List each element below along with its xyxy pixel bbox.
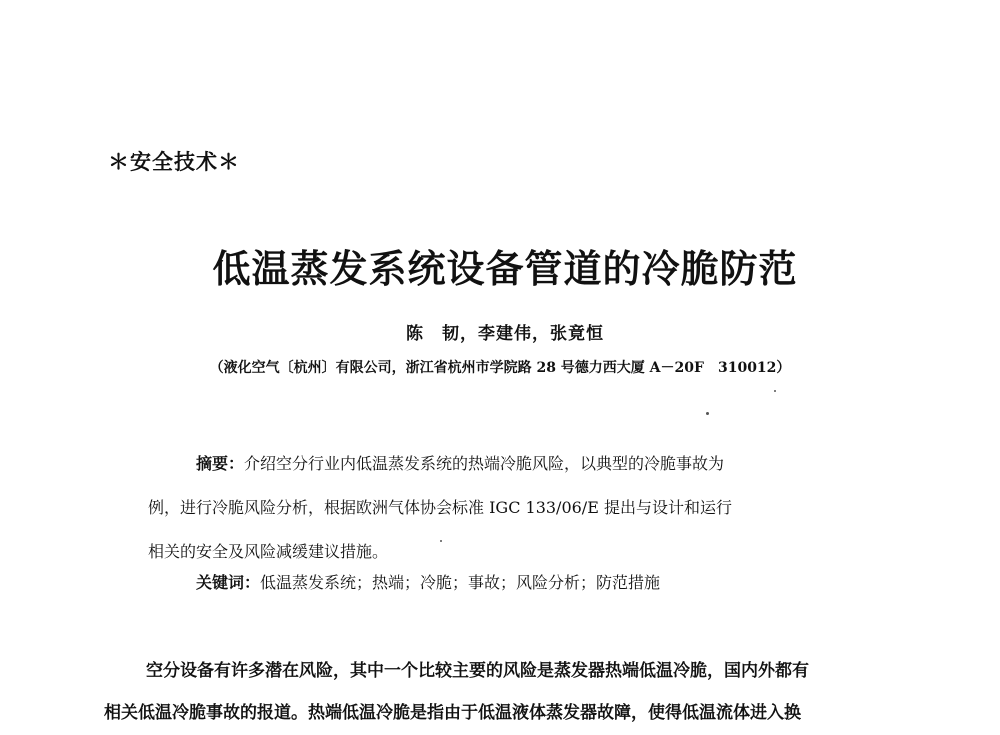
authors: 陈 韧，李建伟，张竟恒 (406, 324, 604, 344)
keywords (196, 570, 660, 593)
column-tag: ＊安全技术＊ (108, 150, 240, 174)
abstract-text-1: 介绍空分行业内低温蒸发系统的热端冷脆风险，以典型的冷脆事故为 (244, 454, 725, 473)
article-title: 低温蒸发系统设备管道的冷脆防范 (212, 246, 798, 291)
body-paragraph (104, 650, 924, 734)
keywords-text: 低温蒸发系统；热端；冷脆；事故；风险分析；防范措施 (260, 573, 661, 592)
body-line-2: 相关低温冷脆事故的报道。热端低温冷脆是指由于低温液体蒸发器故障，使得低温流体进入换 (104, 703, 801, 723)
abstract-line-3: 相关的安全及风险减缓建议措施。 (148, 542, 389, 561)
scan-speck (774, 390, 776, 392)
abstract-line-2: 例，进行冷脆风险分析，根据欧洲气体协会标准 IGC 133/06/E 提出与设计和运行 (148, 498, 732, 517)
affiliation: （液化空气〔杭州〕有限公司，浙江省杭州市学院路 28 号德力西大厦 A－20F 310012） (209, 360, 791, 376)
keywords-label: 关键词： (196, 573, 261, 592)
scan-speck (440, 540, 442, 542)
abstract-line-1 (148, 442, 868, 486)
scan-speck (706, 412, 709, 415)
abstract-label: 摘要： (196, 454, 245, 473)
body-line-1: 空分设备有许多潜在风险，其中一个比较主要的风险是蒸发器热端低温冷脆，国内外都有 (146, 661, 809, 681)
abstract (148, 442, 868, 574)
